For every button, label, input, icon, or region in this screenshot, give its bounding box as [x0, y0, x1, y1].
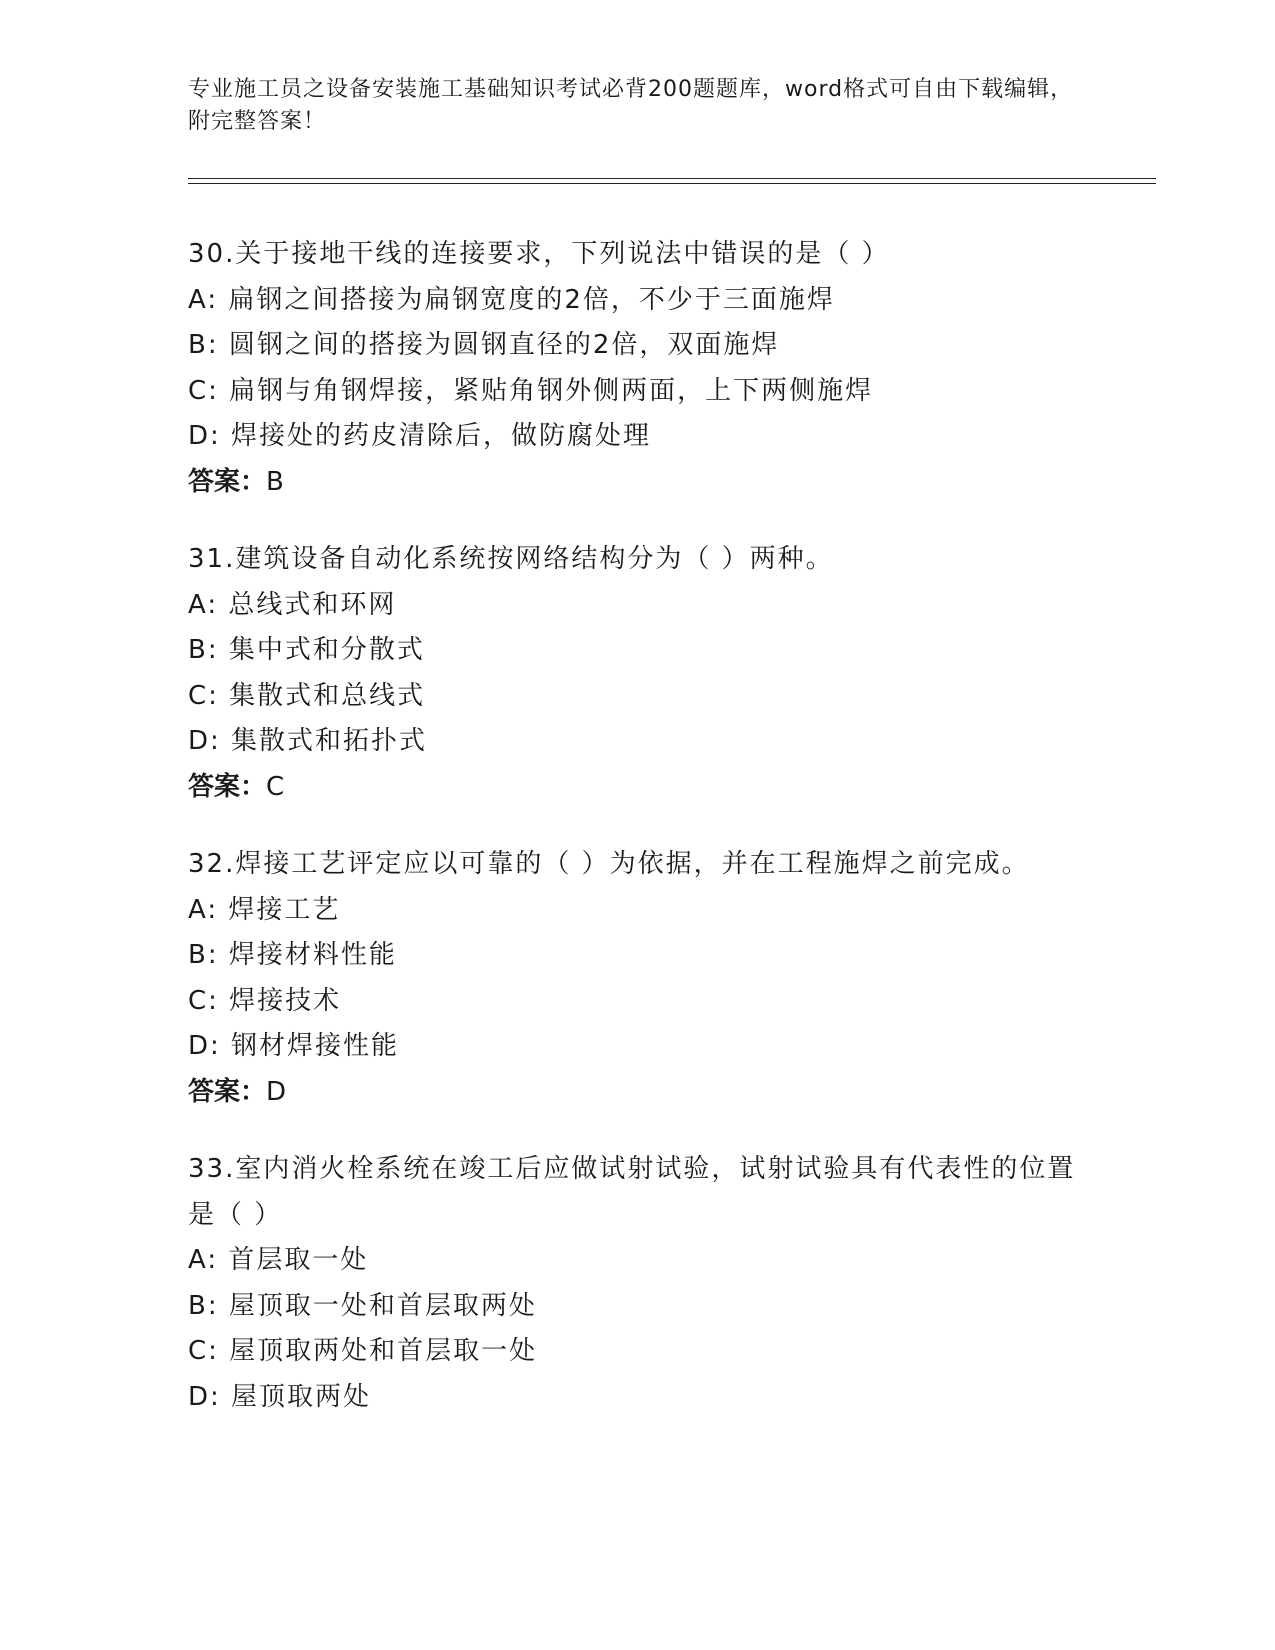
- header-divider-bottom: [188, 183, 1156, 184]
- option-b: B: 屋顶取一处和首层取两处: [188, 1290, 537, 1321]
- option-c: C: 扁钢与角钢焊接，紧贴角钢外侧两面，上下两侧施焊: [188, 375, 874, 406]
- answer-label: 答案：: [188, 466, 267, 497]
- answer-line: [188, 765, 1108, 811]
- question-text: 31.建筑设备自动化系统按网络结构分为（ ）两种。: [188, 544, 834, 574]
- question-text: 32.焊接工艺评定应以可靠的（ ）为依据，并在工程施焊之前完成。: [188, 849, 1030, 879]
- option-b: B: 圆钢之间的搭接为圆钢直径的2倍，双面施焊: [188, 330, 780, 360]
- header-divider-top: [188, 178, 1156, 179]
- answer-line: [188, 1070, 1108, 1116]
- question-33: [188, 1147, 1108, 1420]
- answer-label: 答案：: [188, 771, 267, 802]
- option-d: D: 焊接处的药皮清除后，做防腐处理: [188, 421, 652, 451]
- question-30: [188, 232, 1108, 505]
- option-d: D: 屋顶取两处: [188, 1381, 372, 1412]
- question-text: 33.室内消火栓系统在竣工后应做试射试验，试射试验具有代表性的位置是（ ）: [188, 1154, 1076, 1230]
- option-a: A: 首层取一处: [188, 1245, 369, 1275]
- option-c: C: 集散式和总线式: [188, 680, 426, 711]
- option-c: C: 屋顶取两处和首层取一处: [188, 1336, 538, 1366]
- question-31: [188, 537, 1108, 810]
- option-b: B: 集中式和分散式: [188, 635, 425, 665]
- answer-line: [188, 460, 1108, 506]
- option-a: A: 扁钢之间搭接为扁钢宽度的2倍，不少于三面施焊: [188, 284, 835, 315]
- answer-value: B: [266, 466, 284, 497]
- option-b: B: 焊接材料性能: [188, 940, 397, 970]
- question-32: [188, 842, 1108, 1115]
- answer-value: D: [266, 1076, 287, 1107]
- option-a: A: 焊接工艺: [188, 894, 341, 925]
- option-a: A: 总线式和环网: [188, 589, 397, 620]
- question-text: 30.关于接地干线的连接要求，下列说法中错误的是（ ）: [188, 239, 890, 269]
- option-d: D: 集散式和拓扑式: [188, 726, 428, 756]
- answer-value: C: [266, 771, 285, 802]
- document-header: 专业施工员之设备安装施工基础知识考试必背200题题库，word格式可自由下载编辑，附完整答案！: [188, 77, 1074, 134]
- option-d: D: 钢材焊接性能: [188, 1031, 400, 1061]
- answer-label: 答案：: [188, 1076, 267, 1107]
- option-c: C: 焊接技术: [188, 985, 342, 1016]
